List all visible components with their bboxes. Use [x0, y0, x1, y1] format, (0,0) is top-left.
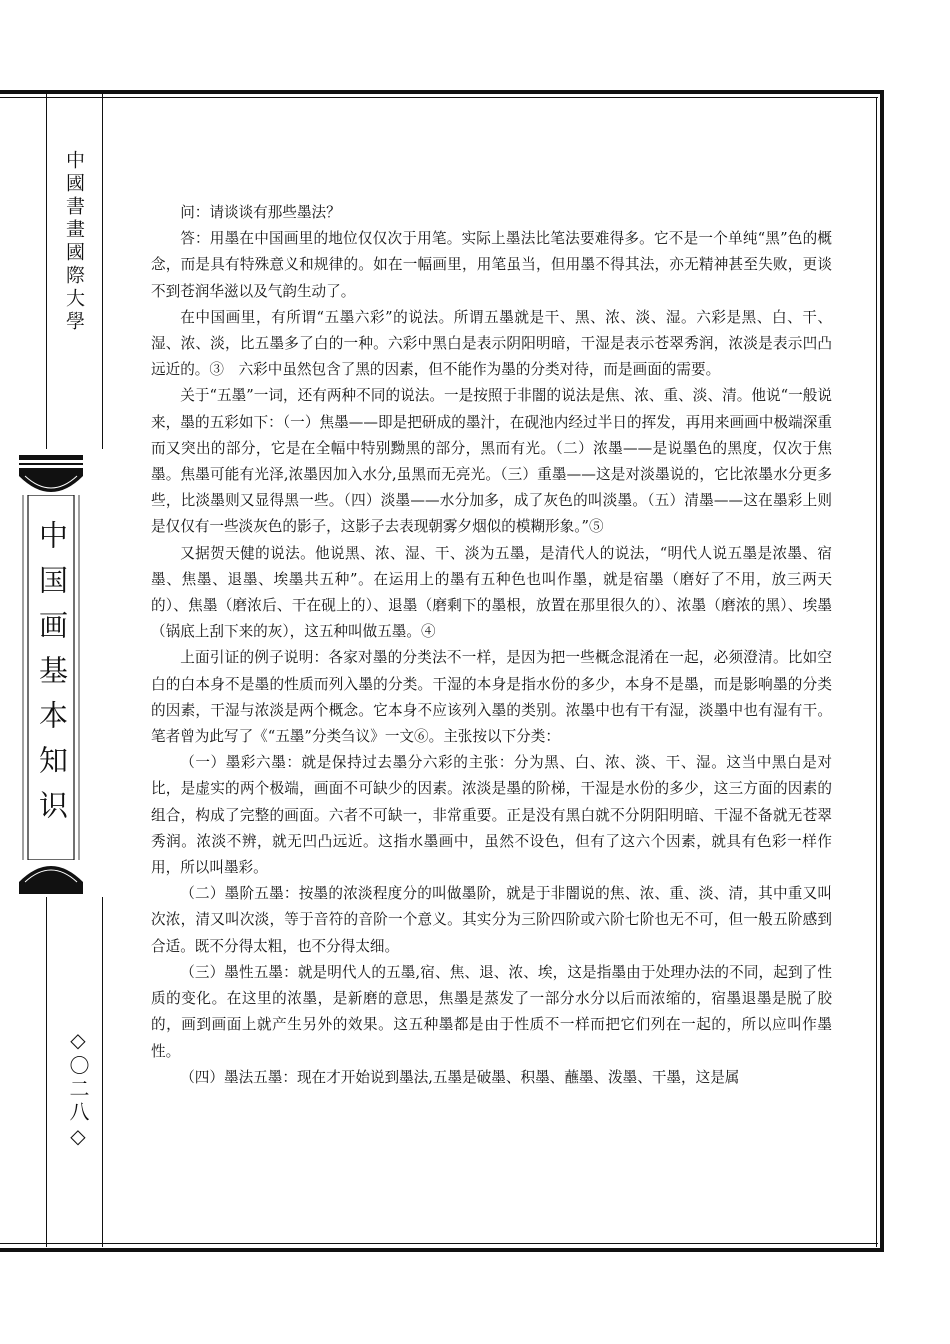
frame-right-border [880, 90, 884, 1252]
paragraph: （二）墨阶五墨：按墨的浓淡程度分的叫做墨阶，就是于非闇说的焦、浓、重、淡、清，其中重又叫次浓，清又叫次淡，等于音符的音阶一个意义。其实分为三阶四阶或六阶七阶也无不可，但一般五阶感到合适。既不分得太粗，也不分得太细。 [151, 885, 832, 955]
frame-bottom-border [0, 1248, 884, 1252]
article-body [151, 200, 832, 1091]
sidebar-right-rule-lower [102, 897, 103, 1247]
sidebar-left-rule-lower [46, 897, 47, 1247]
book-title: 中国画基本知识 [35, 520, 69, 835]
frame-bottom-inner-line [0, 1243, 878, 1244]
paragraph: 关于“五墨”一词，还有两种不同的说法。一是按照于非闇的说法是焦、浓、重、淡、清。他说“一般说来，墨的五彩如下：（一）焦墨——即是把研成的墨汁，在砚池内经过半日的挥发，再用来画画中极端深重而又突出的部分，它是在全幅中特别黝黑的部分，黑而有光。（二）浓墨——是说墨色的黑度，仅次于焦墨。焦墨可能有光泽,浓墨因加入水分,虽黑而无亮光。（三）重墨——这是对淡墨说的，它比浓墨水分更多些，比淡墨则又显得黑一些。（四）淡墨——水分加多，成了灰色的叫淡墨。（五）清墨——这在墨彩上则是仅仅有一些淡灰色的影子，这影子去表现朝雾夕烟似的模糊形象。”⑤ [151, 387, 832, 536]
frame-top-border [0, 90, 884, 94]
paragraph: （三）墨性五墨：就是明代人的五墨,宿、焦、退、浓、埃，这是指墨由于处理办法的不同，起到了性质的变化。在这里的浓墨，是新磨的意思，焦墨是蒸发了一部分水分以后而浓缩的，宿墨退墨是脱了胶的，画到画面上就产生另外的效果。这五种墨都是由于性质不一样而把它们列在一起的，所以应叫作墨性。 [151, 963, 832, 1060]
page-number: ◇〇二八◇ [66, 1028, 90, 1151]
university-name: 中國書畫國際大學 [63, 150, 85, 334]
sidebar-left-rule-upper [46, 94, 47, 449]
sidebar-right-rule-upper [102, 94, 103, 449]
paragraph: 答：用墨在中国画里的地位仅仅次于用笔。实际上墨法比笔法要难得多。它不是一个单纯“黑”色的概念，而是具有特殊意义和规律的。如在一幅画里，用笔虽当，但用墨不得其法，亦无精神甚至失败，更谈不到苍润华滋以及气韵生动了。 [151, 230, 832, 300]
paragraph: （一）墨彩六墨：就是保持过去墨分六彩的主张：分为黑、白、浓、淡、干、湿。这当中黑白是对比，是虚实的两个极端，画面不可缺少的因素。浓淡是墨的阶梯，干湿是水份的多少，这三方面的因素的组合，构成了完整的画面。六者不可缺一，非常重要。正是没有黑白就不分阴阳明暗、干湿不备就无苍翠秀润。浓淡不辨，就无凹凸远近。这指水墨画中，虽然不设色，但有了这六个因素，就具有色彩一样作用，所以叫墨彩。 [151, 754, 832, 877]
paragraph: 问：请谈谈有那些墨法？ [180, 204, 341, 221]
paragraph: 在中国画里，有所谓“五墨六彩”的说法。所谓五墨就是干、黑、浓、淡、湿。六彩是黑、白、干、湿、浓、淡，比五墨多了白的一种。六彩中黑白是表示阴阳明暗，干湿是表示苍翠秀润，浓淡是表示凹凸远近的。③ 六彩中虽然包含了黑的因素，但不能作为墨的分类对待，而是画面的需要。 [151, 308, 832, 379]
frame-right-inner-line [876, 97, 877, 1247]
paragraph: （四）墨法五墨：现在才开始说到墨法,五墨是破墨、积墨、蘸墨、泼墨、干墨，这是属 [180, 1068, 740, 1086]
frame-top-inner-line [0, 97, 878, 98]
paragraph: 上面引证的例子说明：各家对墨的分类法不一样，是因为把一些概念混淆在一起，必须澄清。比如空白的白本身不是墨的性质而列入墨的分类。干湿的本身是指水份的多少，本身不是墨，而是影响墨的分类的因素，干湿与浓淡是两个概念。它本身不应该列入墨的类别。浓墨中也有干有湿，淡墨中也有湿有干。笔者曾为此写了《“五墨”分类刍议》一文⑥。主张按以下分类： [151, 649, 832, 746]
paragraph: 又据贺天健的说法。他说黑、浓、湿、干、淡为五墨，是清代人的说法，“明代人说五墨是浓墨、宿墨、焦墨、退墨、埃墨共五种”。在运用上的墨有五种色也叫作墨，就是宿墨（磨好了不用，放三两天的）、焦墨（磨浓后、干在砚上的）、退墨（磨剩下的墨根，放置在那里很久的）、浓墨（磨浓的黑）、埃墨（锅底上刮下来的灰），这五种叫做五墨。④ [151, 544, 832, 641]
